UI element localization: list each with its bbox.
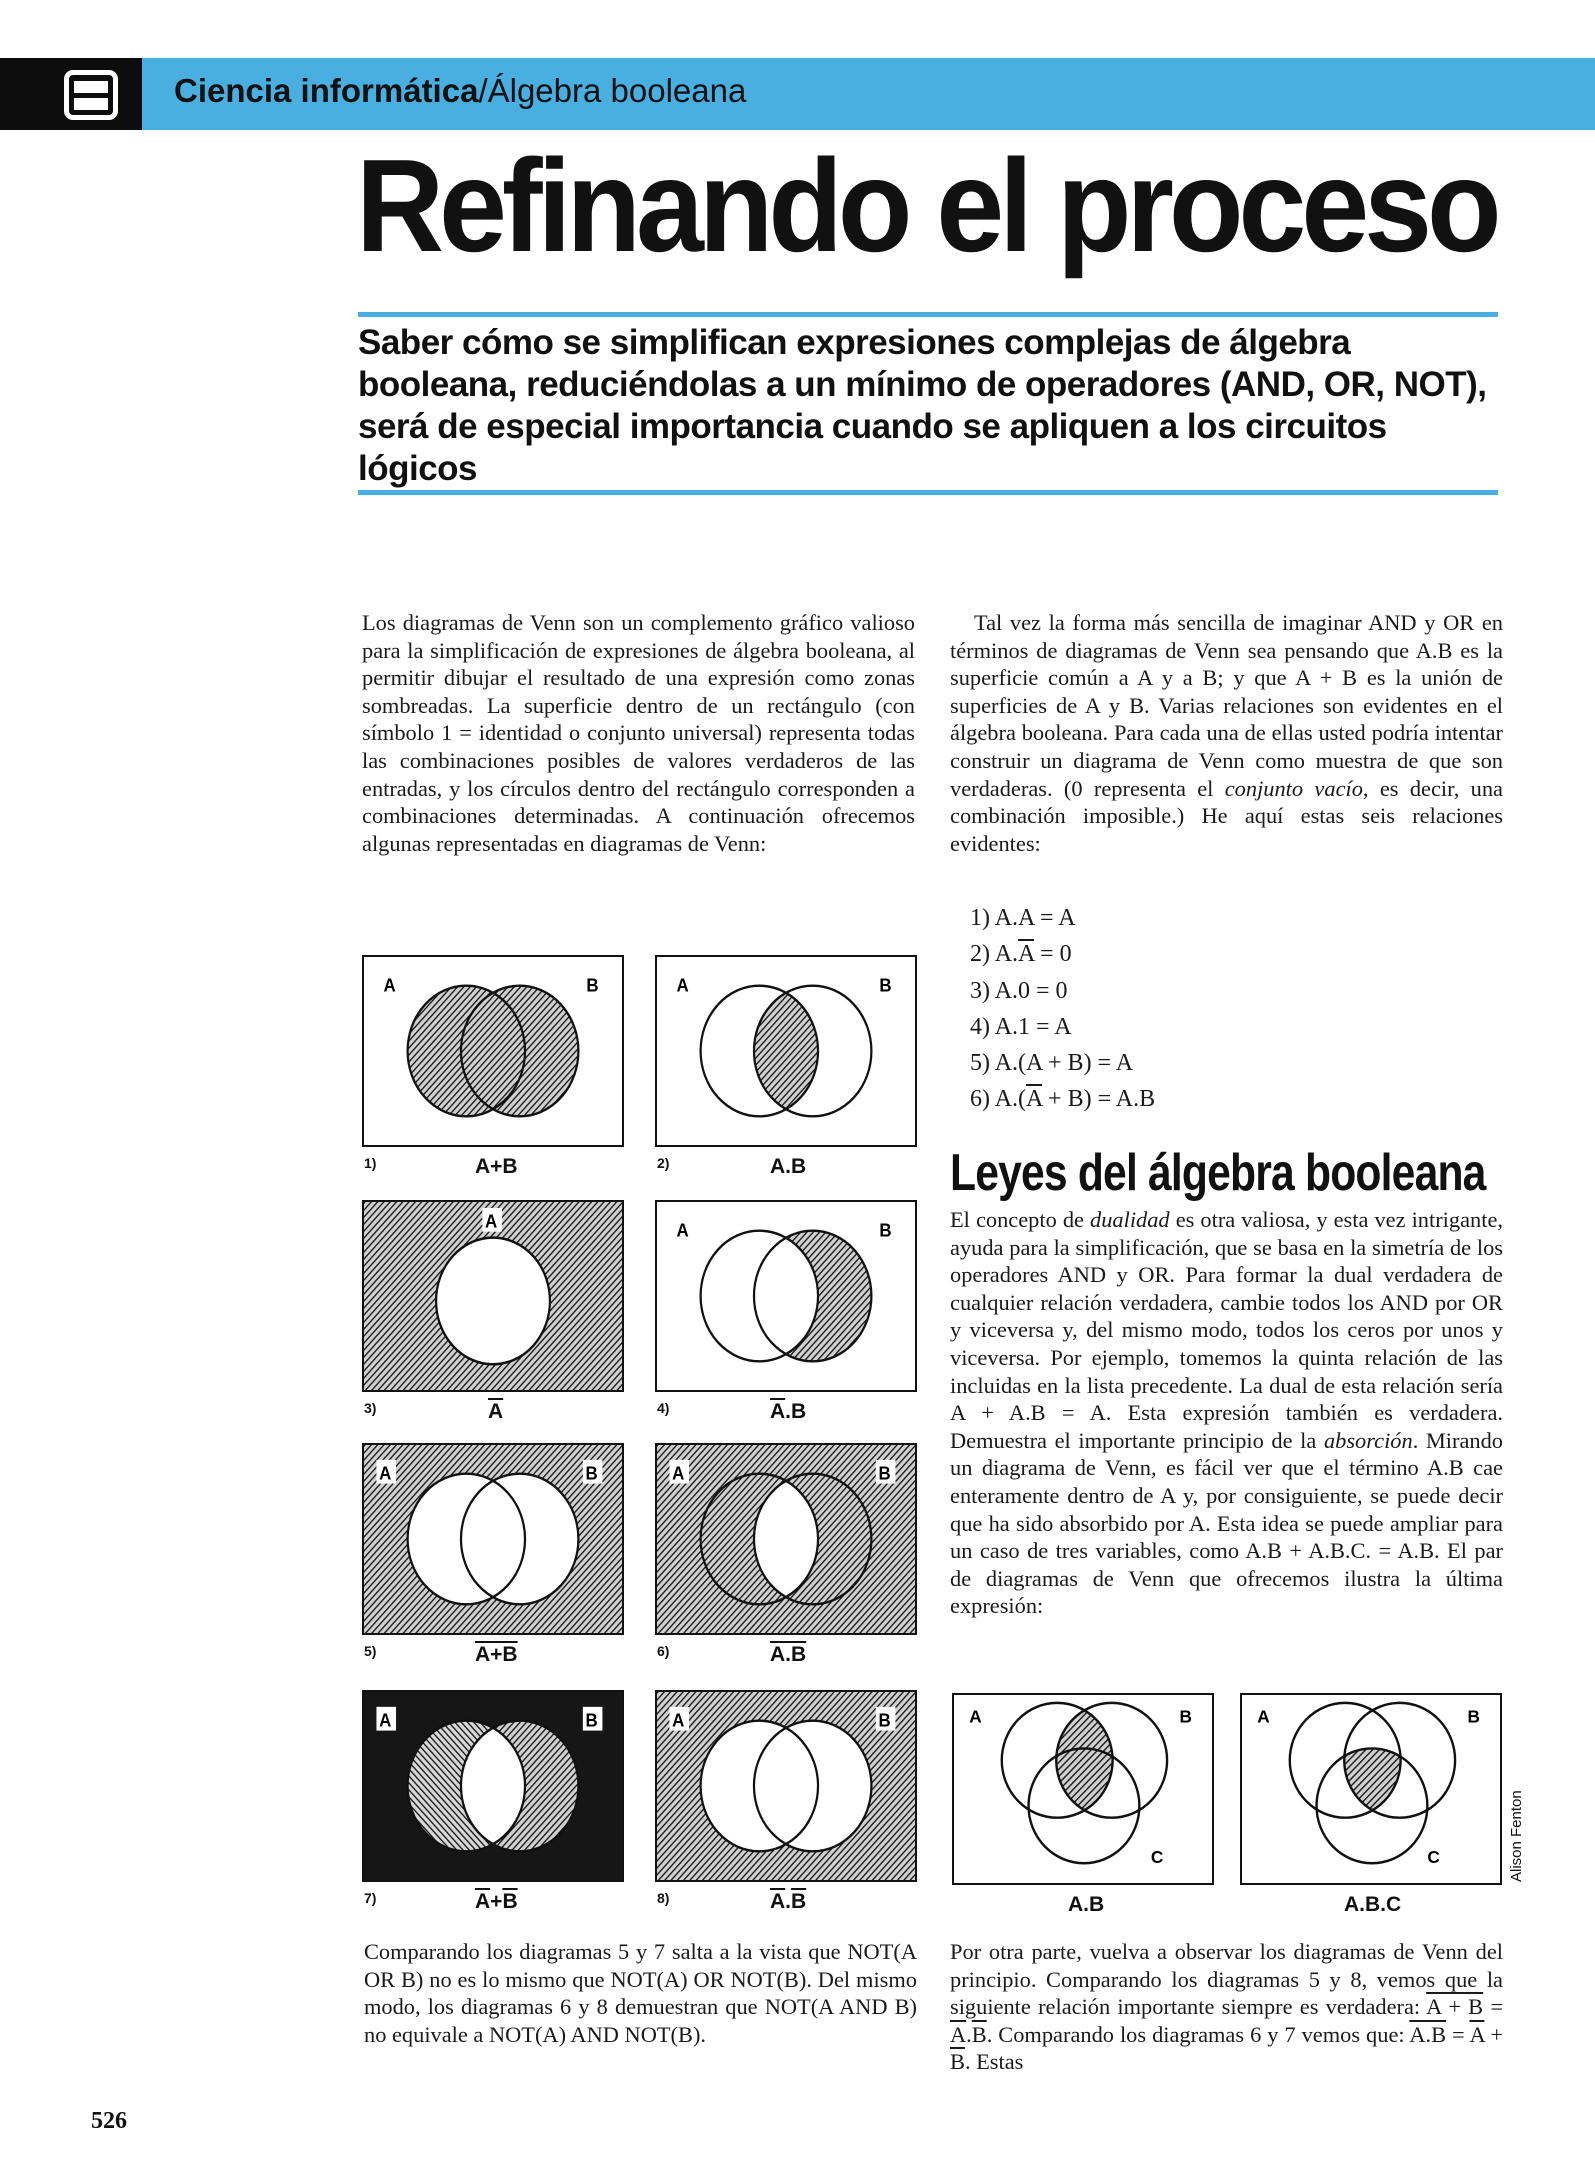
diagram-2-number: 2): [657, 1155, 670, 1171]
venn-diagram-2: [655, 955, 917, 1147]
diagram-8-number: 8): [657, 1890, 670, 1906]
svg-text:B: B: [1467, 1706, 1480, 1727]
svg-text:A: A: [969, 1706, 982, 1727]
photo-credit: Alison Fenton: [1508, 1790, 1525, 1882]
svg-text:B: B: [879, 1219, 892, 1241]
svg-text:A: A: [379, 1709, 392, 1731]
top-rule: [358, 312, 1498, 317]
svg-text:C: C: [1150, 1846, 1164, 1868]
page-number: 526: [91, 2108, 127, 2134]
diagram-3-number: 3): [364, 1400, 377, 1416]
svg-text:B: B: [879, 974, 892, 996]
svg-text:A: A: [1257, 1706, 1270, 1727]
computer-icon: [64, 70, 118, 120]
diagram-1-caption: A+B: [475, 1155, 518, 1178]
laws-paragraph: El concepto de dualidad es otra valiosa, y esta vez intrigante, ayuda para la simplificación, que se basa en la simetría de los operadores AND y OR. Para formar la dual verdadera de cualquier relación verdadera, cambie todos los AND por OR y viceversa y, del mismo modo, todos los ceros por unos y viceversa. Por ejemplo, tomemos la quinta relación de las incluidas en la lista precedente. La dual de esta relación sería A + A.B = A. Esta expresión también es verdadera. Demuestra el importante principio de la absorción. Mirando un diagrama de Venn, es fácil ver que el término A.B cae enteramente dentro de A y, por consiguiente, se puede decir que ha sido absorbido por A. Esta idea se puede ampliar para un caso de tres variables, como A.B + A.B.C. = A.B. El par de diagramas de Venn que ofrecemos ilustra la última expresión:: [950, 1207, 1504, 1619]
svg-text:B: B: [585, 1462, 598, 1484]
diagram-7-caption: $\overline{A}+\overline{B}$: [475, 1890, 518, 1913]
intro-paragraph: Los diagramas de Venn son un complemento gráfico valioso para la simplificación de expresiones de álgebra booleana, al permitir dibujar el resultado de una expresión como zonas sombreadas. La superficie dentro de un rectángulo (con símbolo 1 = identidad o conjunto universal) representa todas las combinaciones posibles de valores verdaderos de las entradas, y los círculos dentro del rectángulo corresponden a combinaciones determinadas. A continuación ofrecemos algunas representadas en diagramas de Venn:: [362, 610, 915, 856]
page-title: Refinando el proceso: [356, 132, 1497, 280]
svg-text:B: B: [878, 1709, 891, 1731]
diagram-5-number: 5): [364, 1643, 377, 1659]
svg-text:A: A: [383, 974, 396, 996]
svg-text:A: A: [676, 1219, 689, 1241]
svg-text:A: A: [672, 1709, 685, 1731]
svg-text:A: A: [676, 974, 689, 996]
diagram-7-number: 7): [364, 1890, 377, 1906]
right-paragraph-1: Tal vez la forma más sencilla de imaginar AND y OR en términos de diagramas de Venn sea pensando que A.B es la superficie común a A y a B; y que A + B es la unión de superficies de A y B. Varias relaciones son evidentes en el álgebra booleana. Para cada una de ellas usted podría intentar construir un diagrama de Venn como muestra de que son verdaderas. (0 representa el conjunto vacío, es decir, una combinación imposible.) He aquí estas seis relaciones evidentes:: [950, 610, 1503, 856]
relation-5: 5) A.(A + B) = A: [970, 1050, 1134, 1077]
relations-list: [970, 900, 1155, 1118]
lead-paragraph: Saber cómo se simplifican expresiones complejas de álgebra booleana, reduciéndolas a un mínimo de operadores (AND, OR, NOT), será de especial importancia cuando se apliquen a los circuitos lógicos: [358, 323, 1487, 488]
three-var-caption-2: A.B.C: [1344, 1893, 1402, 1916]
diagram-3-caption: $\overline{A}$: [488, 1400, 504, 1423]
diagram-6-caption: A.B: [770, 1643, 807, 1666]
diagram-1-number: 1): [364, 1155, 377, 1171]
venn-three-var-ab: [952, 1693, 1214, 1885]
svg-text:A: A: [379, 1462, 392, 1484]
venn-diagram-5: [362, 1443, 624, 1635]
svg-text:C: C: [1427, 1846, 1440, 1868]
svg-text:A: A: [484, 1210, 498, 1232]
venn-diagram-1: [362, 955, 624, 1147]
svg-text:B: B: [1179, 1706, 1192, 1727]
svg-text:B: B: [878, 1462, 891, 1484]
bottom-rule: [358, 490, 1498, 495]
relation-3: 3) A.0 = 0: [970, 977, 1068, 1004]
svg-text:B: B: [585, 1709, 598, 1731]
svg-text:A: A: [672, 1462, 685, 1484]
venn-diagram-4: [655, 1200, 917, 1392]
diagram-8-caption: $\overline{A}.\overline{B}$: [770, 1890, 807, 1913]
relation-1: 1) A.A = A: [970, 905, 1076, 931]
relation-6: 6) $A.(\overline{A} + B) = A.B$: [970, 1086, 1156, 1113]
venn-diagram-6: [655, 1443, 917, 1635]
diagram-4-caption: $\overline{A}.B$: [770, 1400, 807, 1423]
comparing-left-paragraph: Comparando los diagramas 5 y 7 salta a la vista que NOT(A OR B) no es lo mismo que NOT(A) OR NOT(B). Del mismo modo, los diagramas 6 y 8 demuestran que NOT(A AND B) no equivale a NOT(A) AND NOT(B).: [364, 1939, 917, 2047]
diagram-2-caption: A.B: [770, 1155, 807, 1178]
venn-diagram-7: [362, 1690, 624, 1882]
section-label: Ciencia informática/Álgebra booleana: [174, 72, 747, 109]
laws-heading: Leyes del álgebra booleana: [950, 1144, 1486, 1202]
diagram-4-number: 4): [657, 1400, 670, 1416]
svg-text:B: B: [586, 974, 599, 996]
diagram-6-number: 6): [657, 1643, 670, 1659]
three-var-caption-1: A.B: [1068, 1893, 1105, 1916]
venn-three-var-abc: [1240, 1693, 1502, 1885]
comparing-right-paragraph: Por otra parte, vuelva a observar los diagramas de Venn del principio. Comparando los diagramas 5 y 8, vemos que la siguiente relación importante siempre es verdadera: $A + B = \overline{A}.\overline{B}$. Comparando los diagramas 6 y 7 vemos que: $A.B = \overline{A} + \overline{B}$. Estas: [950, 1939, 1503, 2075]
diagram-5-caption: A+B: [475, 1643, 518, 1666]
relation-4: 4) A.1 = A: [970, 1013, 1072, 1040]
relation-2: 2) $A.\overline{A} = 0$: [970, 941, 1072, 968]
venn-diagram-3: [362, 1200, 624, 1392]
venn-diagram-8: [655, 1690, 917, 1882]
